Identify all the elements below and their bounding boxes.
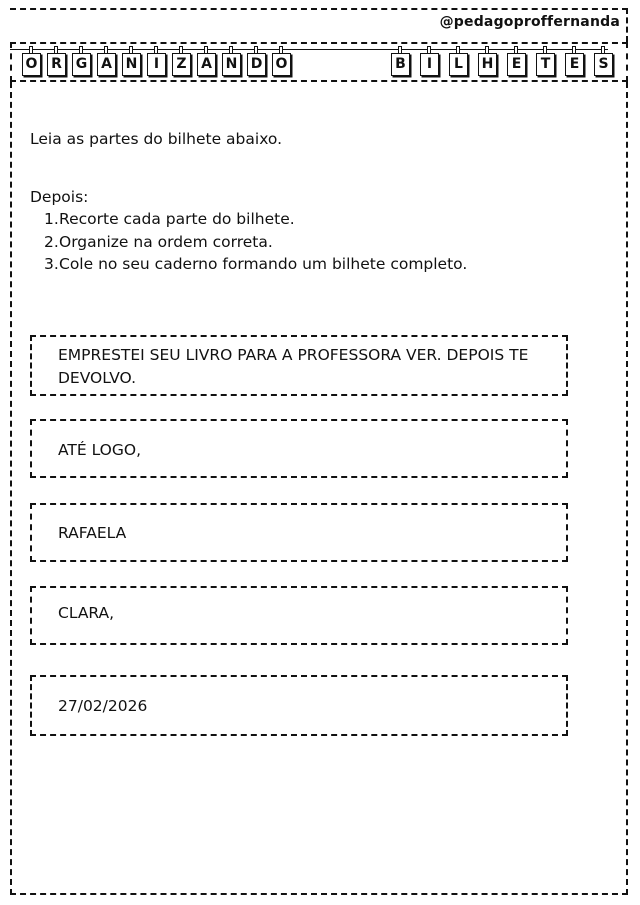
title-letter: T bbox=[536, 53, 555, 76]
title-letter: S bbox=[594, 53, 613, 76]
title-letter: E bbox=[565, 53, 584, 76]
note-part-card[interactable] bbox=[30, 503, 568, 562]
title-letter: I bbox=[420, 53, 439, 76]
step-number: 3. bbox=[44, 255, 59, 273]
title-letter: E bbox=[507, 53, 526, 76]
note-part-text: ATÉ LOGO, bbox=[58, 441, 142, 459]
title-letter: R bbox=[47, 53, 66, 76]
note-part-text: 27/02/2026 bbox=[58, 697, 148, 715]
title-letter: N bbox=[122, 53, 141, 76]
title-letter: H bbox=[478, 53, 497, 76]
note-part-text: RAFAELA bbox=[58, 524, 127, 542]
banner-string bbox=[10, 49, 608, 50]
note-part-text: EMPRESTEI SEU LIVRO PARA A PROFESSORA VER. DEPOIS TE DEVOLVO. bbox=[58, 346, 529, 387]
step-number: 2. bbox=[44, 232, 59, 251]
note-part-card[interactable] bbox=[30, 335, 568, 396]
note-part-card[interactable] bbox=[30, 586, 568, 645]
title-letter: I bbox=[147, 53, 166, 76]
intro-text: Leia as partes do bilhete abaixo. bbox=[30, 130, 283, 148]
author-handle: @pedagoproffernanda bbox=[439, 14, 620, 30]
title-letter: Z bbox=[172, 53, 191, 76]
instructions bbox=[30, 128, 467, 276]
step-text: Recorte cada parte do bilhete. bbox=[59, 210, 295, 228]
title-letter: O bbox=[22, 53, 41, 76]
title-letter: O bbox=[272, 53, 291, 76]
after-label: Depois: bbox=[30, 187, 89, 206]
note-part-card[interactable] bbox=[30, 675, 568, 736]
top-dashed-strip bbox=[10, 8, 628, 42]
note-part-card[interactable] bbox=[30, 419, 568, 478]
title-letter: L bbox=[449, 53, 468, 76]
step-number: 1. bbox=[44, 210, 59, 228]
steps-list bbox=[30, 208, 467, 276]
step-item bbox=[44, 208, 467, 231]
title-letter: G bbox=[72, 53, 91, 76]
title-letter: D bbox=[247, 53, 266, 76]
spacer bbox=[30, 151, 467, 186]
step-item bbox=[44, 231, 467, 254]
step-text: Organize na ordem correta. bbox=[59, 232, 273, 251]
note-part-text: CLARA, bbox=[58, 604, 115, 622]
title-letter: N bbox=[222, 53, 241, 76]
title-letter: B bbox=[391, 53, 410, 76]
step-text: Cole no seu caderno formando um bilhete completo. bbox=[59, 255, 468, 273]
title-letter: A bbox=[197, 53, 216, 76]
step-item bbox=[44, 253, 467, 276]
title-letter: A bbox=[97, 53, 116, 76]
